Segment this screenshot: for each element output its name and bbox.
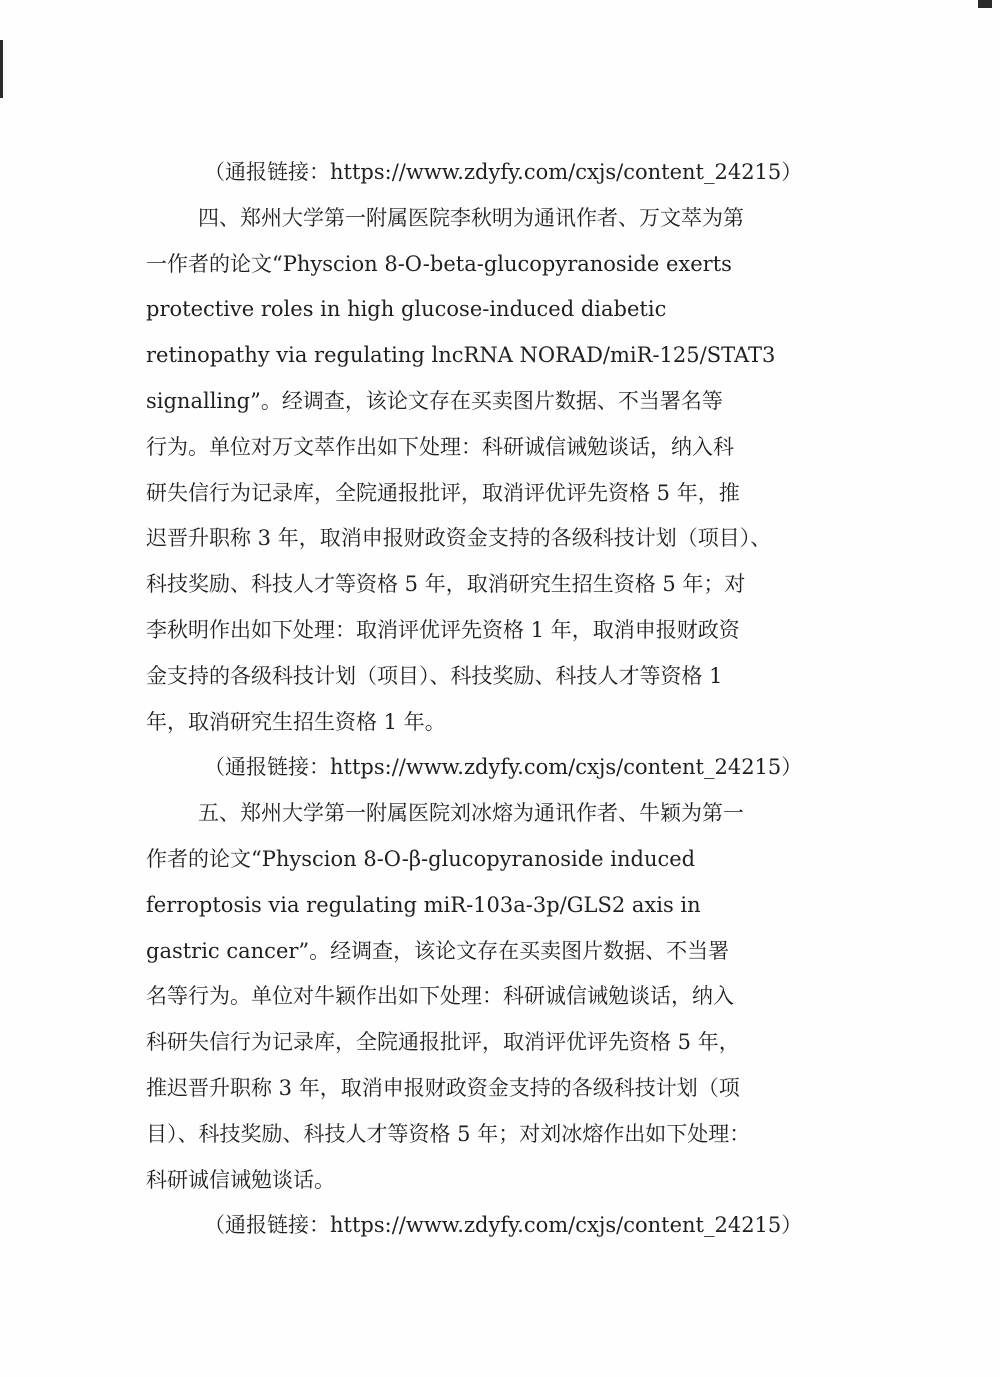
text-line: 科研失信行为记录库，全院通报批评，取消评优评先资格 5 年， bbox=[146, 1030, 740, 1055]
text-line: 科研诚信诫勉谈话。 bbox=[146, 1167, 335, 1192]
text-line: 一作者的论文“Physcion 8-O-beta-glucopyranoside exerts bbox=[146, 251, 732, 276]
document-body bbox=[146, 150, 836, 1249]
scan-corner-mark bbox=[978, 0, 992, 8]
text-line: 迟晋升职称 3 年，取消申报财政资金支持的各级科技计划（项目）、 bbox=[146, 526, 772, 551]
text-line: 研失信行为记录库，全院通报批评，取消评优评先资格 5 年，推 bbox=[146, 480, 740, 505]
paragraph-four-start: 四、郑州大学第一附属医院李秋明为通讯作者、万文萃为第 bbox=[198, 205, 744, 230]
text-line: 年，取消研究生招生资格 1 年。 bbox=[146, 709, 446, 734]
text-line: 行为。单位对万文萃作出如下处理：科研诚信诫勉谈话，纳入科 bbox=[146, 434, 734, 459]
text-line: 科技奖励、科技人才等资格 5 年，取消研究生招生资格 5 年；对 bbox=[146, 572, 746, 597]
text-line: 李秋明作出如下处理：取消评优评先资格 1 年，取消申报财政资 bbox=[146, 617, 740, 642]
report-link-line: （通报链接：https://www.zdyfy.com/cxjs/content_24215） bbox=[204, 755, 803, 780]
text-line: retinopathy via regulating lncRNA NORAD/miR-125/STAT3 bbox=[146, 343, 776, 368]
text-line: protective roles in high glucose-induced diabetic bbox=[146, 297, 667, 322]
text-line: 名等行为。单位对牛颖作出如下处理：科研诚信诫勉谈话，纳入 bbox=[146, 984, 734, 1009]
text-line: 作者的论文“Physcion 8-O-β-glucopyranoside induced bbox=[146, 846, 696, 871]
report-link-line: （通报链接：https://www.zdyfy.com/cxjs/content_24215） bbox=[204, 1213, 803, 1238]
text-line: gastric cancer”。经调查，该论文存在买卖图片数据、不当署 bbox=[146, 938, 730, 963]
report-link-line: （通报链接：https://www.zdyfy.com/cxjs/content_24215） bbox=[204, 160, 803, 184]
text-line: 推迟晋升职称 3 年，取消申报财政资金支持的各级科技计划（项 bbox=[146, 1075, 740, 1100]
text-line: signalling”。经调查，该论文存在买卖图片数据、不当署名等 bbox=[146, 388, 723, 413]
text-line: 目）、科技奖励、科技人才等资格 5 年；对刘冰熔作出如下处理： bbox=[146, 1121, 751, 1146]
scan-edge-mark bbox=[0, 40, 3, 98]
text-line: ferroptosis via regulating miR-103a-3p/GLS2 axis in bbox=[146, 892, 701, 917]
paragraph-five-start: 五、郑州大学第一附属医院刘冰熔为通讯作者、牛颖为第一 bbox=[198, 801, 744, 826]
text-line: 金支持的各级科技计划（项目）、科技奖励、科技人才等资格 1 bbox=[146, 663, 723, 688]
